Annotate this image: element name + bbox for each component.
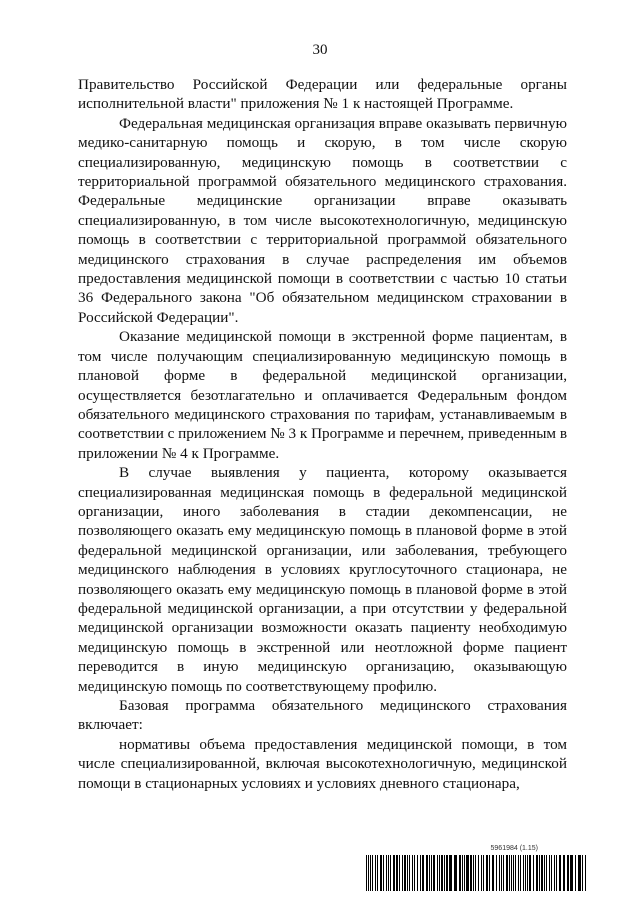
barcode-bar xyxy=(399,855,400,891)
barcode-bar xyxy=(426,855,428,891)
paragraph-volume-norms: нормативы объема предоставления медицинской помощи, в том числе специализированной, включая высокотехнологичную, медицинской помощи в стационарных условиях и условиях дневного стационара, xyxy=(78,735,567,792)
barcode-bar xyxy=(533,855,534,891)
barcode-bar xyxy=(444,855,445,891)
barcode-bar xyxy=(417,855,418,891)
barcode-bar xyxy=(520,855,521,891)
barcode-bar xyxy=(503,855,504,891)
barcode-bar xyxy=(396,855,398,891)
barcode-bar xyxy=(383,855,384,891)
barcode-bar xyxy=(559,855,561,891)
barcode-bar xyxy=(541,855,543,891)
barcode-bar xyxy=(478,855,479,891)
barcode-bar xyxy=(525,855,526,891)
stamp-code: 5961984 (1.15) xyxy=(490,845,538,852)
barcode-bar xyxy=(499,855,500,891)
barcode-bar xyxy=(414,855,415,891)
barcode-bar xyxy=(437,855,438,891)
barcode-bar xyxy=(441,855,443,891)
barcode-bar xyxy=(388,855,389,891)
barcode-bar xyxy=(546,855,547,891)
page-number: 30 xyxy=(312,42,328,58)
barcode-bar xyxy=(429,855,430,891)
barcode-bar xyxy=(527,855,528,891)
barcode-bar xyxy=(368,855,369,891)
paragraph-patient-transfer: В случае выявления у пациента, которому оказывается специализированная медицинская помощь в федеральной медицинской организации, иного заболевания в стадии декомпенсации, не позволяющего оказать ему медицинскую помощь в плановой форме в этой федеральной медицинской организации, или заболевания, требующего медицинского наблюдения в условиях круглосуточного стационара, не позволяющего оказать ему медицинскую помощь в плановой форме в этой федеральной медицинской организации, а при отсутствии у федеральной медицинской организации возможности оказать пациенту необходимую медицинскую помощь в экстренной или неотложной форме пациент переводится в иную медицинскую организацию, оказывающую медицинскую помощь по соответствующему профилю. xyxy=(78,464,567,695)
barcode-bar xyxy=(393,855,395,891)
barcode-bar xyxy=(377,855,378,891)
barcode-bar xyxy=(466,855,469,891)
barcode-bar xyxy=(473,855,474,891)
barcode-bar xyxy=(446,855,448,891)
barcode-bar xyxy=(582,855,583,891)
barcode-bar xyxy=(402,855,403,891)
barcode-bar xyxy=(506,855,508,891)
barcode-bar xyxy=(380,855,382,891)
barcode-bar xyxy=(501,855,502,891)
barcode-bar xyxy=(523,855,524,891)
barcode-bar xyxy=(492,855,494,891)
barcode-bar xyxy=(407,855,408,891)
barcode-bar xyxy=(404,855,406,891)
barcode-bar xyxy=(544,855,545,891)
barcode-bar xyxy=(515,855,516,891)
barcode-bar xyxy=(481,855,482,891)
paragraph-continuation: Правительство Российской Федерации или федеральные органы исполнительной власти" приложения № 1 к настоящей Программе. xyxy=(78,76,567,113)
paragraph-federal-org: Федеральная медицинская организация вправе оказывать первичную медико-санитарную помощь и скорую, в том числе скорую специализированную, медицинскую помощь в соответствии с территориальной программой обязательного медицинского страхования. Федеральные медицинские организации вправе оказывать специализированную, в том числе высокотехнологичную, медицинскую помощь в соответствии с территориальной программой обязательного медицинского страхования в случае распределения им объемов предоставления медицинской помощи в соответствии с частью 10 статьи 36 Федерального закона "Об обязательном медицинском страховании в Российской Федерации". xyxy=(78,114,567,326)
barcode-bar xyxy=(390,855,391,891)
barcode-bar xyxy=(459,855,461,891)
barcode-bar xyxy=(366,855,367,891)
barcode-bar xyxy=(470,855,472,891)
barcode-bar xyxy=(454,855,457,891)
barcode-image xyxy=(366,855,588,891)
barcode-bar xyxy=(575,855,576,891)
barcode-bar xyxy=(549,855,550,891)
barcode-bar xyxy=(585,855,586,891)
barcode-bar xyxy=(375,855,376,891)
barcode-bar xyxy=(539,855,540,891)
barcode-bar xyxy=(372,855,373,891)
barcode-bar xyxy=(486,855,488,891)
barcode-bar xyxy=(439,855,440,891)
barcode-bar xyxy=(431,855,432,891)
document-body xyxy=(78,75,567,793)
barcode-bar xyxy=(536,855,538,891)
paragraph-emergency-care: Оказание медицинской помощи в экстренной форме пациентам, в том числе получающим специализированную медицинскую помощь в плановой форме в федеральной медицинской организации, осуществляется безотлагательно и оплачивается Федеральным фондом обязательного медицинского страхования по тарифам, устанавливаемым в соответствии с приложением № 3 к Программе и перечнем, приведенным в приложении № 4 к Программе. xyxy=(78,328,568,462)
barcode-bar xyxy=(462,855,463,891)
barcode-bar xyxy=(489,855,490,891)
document-stamp xyxy=(366,845,588,893)
barcode-bar xyxy=(529,855,531,891)
barcode-bar xyxy=(433,855,435,891)
barcode-bar xyxy=(464,855,465,891)
barcode-bar xyxy=(420,855,421,891)
barcode-bar xyxy=(551,855,552,891)
barcode-bar xyxy=(409,855,410,891)
barcode-bar xyxy=(578,855,581,891)
barcode-bar xyxy=(386,855,387,891)
barcode-bar xyxy=(483,855,484,891)
barcode-bar xyxy=(496,855,497,891)
barcode-bar xyxy=(570,855,573,891)
barcode-bar xyxy=(422,855,424,891)
barcode-bar xyxy=(509,855,510,891)
barcode-bar xyxy=(518,855,519,891)
barcode-bar xyxy=(412,855,413,891)
barcode-bar xyxy=(554,855,555,891)
barcode-bar xyxy=(556,855,557,891)
barcode-bar xyxy=(563,855,565,891)
barcode-bar xyxy=(511,855,512,891)
barcode-bar xyxy=(449,855,452,891)
barcode-bar xyxy=(513,855,514,891)
barcode-bar xyxy=(567,855,569,891)
barcode-bar xyxy=(475,855,476,891)
barcode-bar xyxy=(370,855,371,891)
paragraph-base-program: Базовая программа обязательного медицинского страхования включает: xyxy=(78,697,567,734)
